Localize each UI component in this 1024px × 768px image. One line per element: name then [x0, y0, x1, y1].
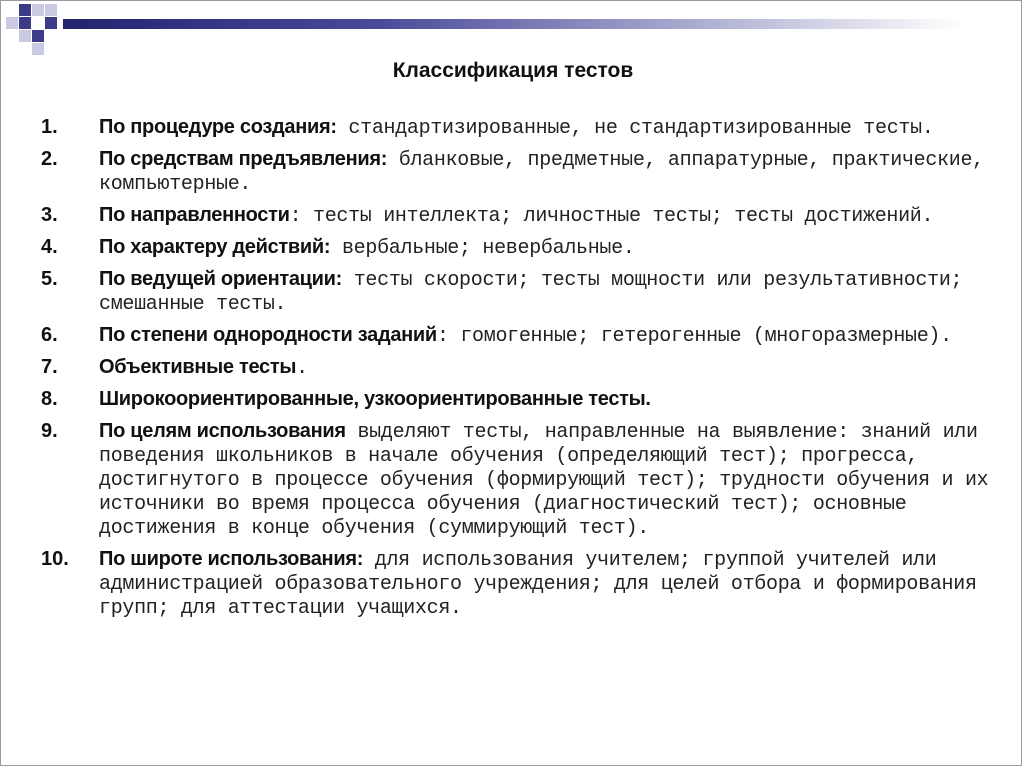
item-number: 7.	[41, 356, 58, 378]
decor-square	[19, 17, 31, 29]
item-body: стандартизированные, не стандартизированные тесты.	[336, 117, 934, 140]
item-text	[99, 147, 991, 197]
list-item	[41, 419, 991, 541]
decor-square	[32, 43, 44, 55]
list-item	[41, 355, 991, 381]
decor-square	[32, 30, 44, 42]
item-text	[99, 419, 991, 541]
item-number: 10.	[41, 548, 69, 570]
decor-square	[19, 4, 31, 16]
list-item	[41, 547, 991, 621]
item-body: бланковые, предметные, аппаратурные, практические, компьютерные.	[99, 149, 984, 196]
item-number: 1.	[41, 116, 58, 138]
item-text	[99, 355, 991, 381]
decor-square	[32, 4, 44, 16]
item-heading: По целям использования	[99, 420, 346, 442]
decor-square	[45, 17, 57, 29]
item-text	[99, 203, 991, 229]
list-item	[41, 203, 991, 229]
decor-square	[6, 17, 18, 29]
item-body: : гомогенные; гетерогенные (многоразмерные).	[436, 325, 952, 348]
item-text	[99, 387, 991, 413]
item-body: вербальные; невербальные.	[330, 237, 635, 260]
item-number: 4.	[41, 236, 58, 258]
list-item	[41, 267, 991, 317]
item-body: для использования учителем; группой учителей или администрацией образовательного учреждения; для целей отбора и формирования групп; для аттестации учащихся.	[99, 549, 977, 620]
slide-title: Классификация тестов	[392, 59, 634, 82]
list-item	[41, 387, 991, 413]
item-text	[99, 323, 991, 349]
item-heading: По широте использования:	[99, 548, 364, 570]
item-text	[99, 547, 991, 621]
list-item	[41, 323, 991, 349]
list-item	[41, 147, 991, 197]
item-number: 9.	[41, 420, 58, 442]
decor-square	[19, 30, 31, 42]
item-heading: По характеру действий:	[99, 236, 331, 258]
item-heading: По средствам предъявления:	[99, 148, 388, 170]
decor-square	[45, 4, 57, 16]
item-body: : тесты интеллекта; личностные тесты; тесты достижений.	[289, 205, 934, 228]
item-number: 6.	[41, 324, 58, 346]
item-number: 3.	[41, 204, 58, 226]
item-text	[99, 235, 991, 261]
item-body: выделяют тесты, направленные на выявление: знаний или поведения школьников в начале обучения (определяющий тест); прогресса, достигнутого в процессе обучения (формирующий тест); трудности обучения и их источники во время процесса обучения (диагностический тест); основные достижения в конце обучения (суммирующий тест).	[99, 421, 989, 540]
item-number: 2.	[41, 148, 58, 170]
item-number: 8.	[41, 388, 58, 410]
item-heading: По степени однородности заданий	[99, 324, 437, 346]
item-body: .	[296, 357, 308, 380]
item-number: 5.	[41, 268, 58, 290]
item-heading: По ведущей ориентации:	[99, 268, 343, 290]
classification-list	[41, 115, 991, 627]
item-body: тесты скорости; тесты мощности или результативности; смешанные тесты.	[99, 269, 963, 316]
item-text	[99, 115, 991, 141]
header-gradient-bar	[63, 19, 963, 29]
item-heading: Широкоориентированные, узкоориентированные тесты.	[99, 388, 651, 410]
item-heading: По направленности	[99, 204, 290, 226]
item-text	[99, 267, 991, 317]
item-heading: Объективные тесты	[99, 356, 297, 378]
item-heading: По процедуре создания:	[99, 116, 337, 138]
list-item	[41, 115, 991, 141]
list-item	[41, 235, 991, 261]
